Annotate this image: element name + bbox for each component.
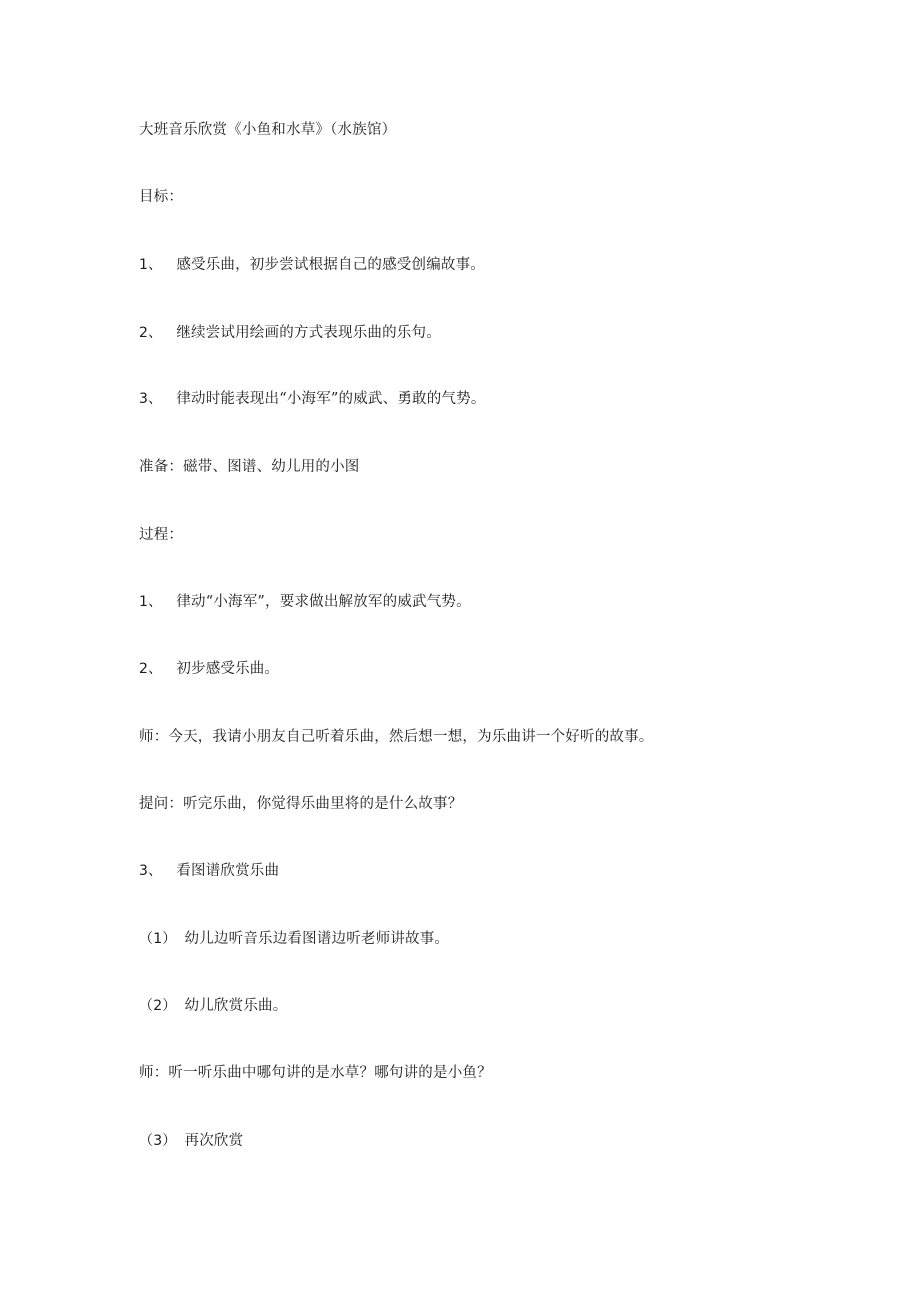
line-text: 幼儿欣赏乐曲。 bbox=[184, 998, 288, 1014]
list-item bbox=[139, 323, 441, 343]
line-text: 过程： bbox=[139, 527, 184, 543]
list-item bbox=[139, 861, 279, 881]
line-text: 师：今天，我请小朋友自己听着乐曲，然后想一想，为乐曲讲一个好听的故事。 bbox=[139, 729, 654, 745]
list-item bbox=[139, 255, 485, 275]
list-item bbox=[139, 996, 287, 1016]
section-heading-goals bbox=[139, 187, 183, 207]
list-marker: 3、 bbox=[139, 863, 163, 879]
line-text: 目标： bbox=[139, 189, 184, 205]
line-text: 律动“小海军”，要求做出解放军的威武气势。 bbox=[176, 594, 471, 610]
list-marker: （2） bbox=[139, 998, 177, 1014]
paragraph bbox=[139, 794, 462, 814]
list-marker: 1、 bbox=[139, 594, 163, 610]
list-marker: 3、 bbox=[139, 391, 163, 407]
line-text: 感受乐曲，初步尝试根据自己的感受创编故事。 bbox=[176, 257, 486, 273]
list-item bbox=[139, 1131, 243, 1151]
title-text: 大班音乐欣赏《小鱼和水草》（水族馆） bbox=[139, 122, 397, 138]
document-title bbox=[139, 120, 396, 140]
line-text: 继续尝试用绘画的方式表现乐曲的乐句。 bbox=[176, 325, 441, 341]
line-text: 提问：听完乐曲，你觉得乐曲里将的是什么故事？ bbox=[139, 796, 463, 812]
list-item bbox=[139, 659, 279, 679]
line-text: 初步感受乐曲。 bbox=[176, 661, 280, 677]
paragraph bbox=[139, 457, 360, 477]
list-marker: （3） bbox=[139, 1133, 177, 1149]
line-text: 准备：磁带、图谱、幼儿用的小图 bbox=[139, 459, 360, 475]
paragraph bbox=[139, 727, 654, 747]
list-marker: 2、 bbox=[139, 661, 163, 677]
paragraph bbox=[139, 1063, 492, 1083]
list-item bbox=[139, 929, 449, 949]
line-text: 幼儿边听音乐边看图谱边听老师讲故事。 bbox=[184, 931, 450, 947]
line-text: 再次欣赏 bbox=[184, 1133, 244, 1149]
list-marker: （1） bbox=[139, 931, 177, 947]
line-text: 师：听一听乐曲中哪句讲的是水草？哪句讲的是小鱼？ bbox=[139, 1065, 492, 1081]
line-text: 律动时能表现出“小海军”的威武、勇敢的气势。 bbox=[176, 391, 486, 407]
list-item bbox=[139, 592, 471, 612]
list-marker: 2、 bbox=[139, 325, 163, 341]
section-heading-process bbox=[139, 525, 183, 545]
list-item bbox=[139, 389, 486, 409]
line-text: 看图谱欣赏乐曲 bbox=[176, 863, 280, 879]
list-marker: 1、 bbox=[139, 257, 163, 273]
